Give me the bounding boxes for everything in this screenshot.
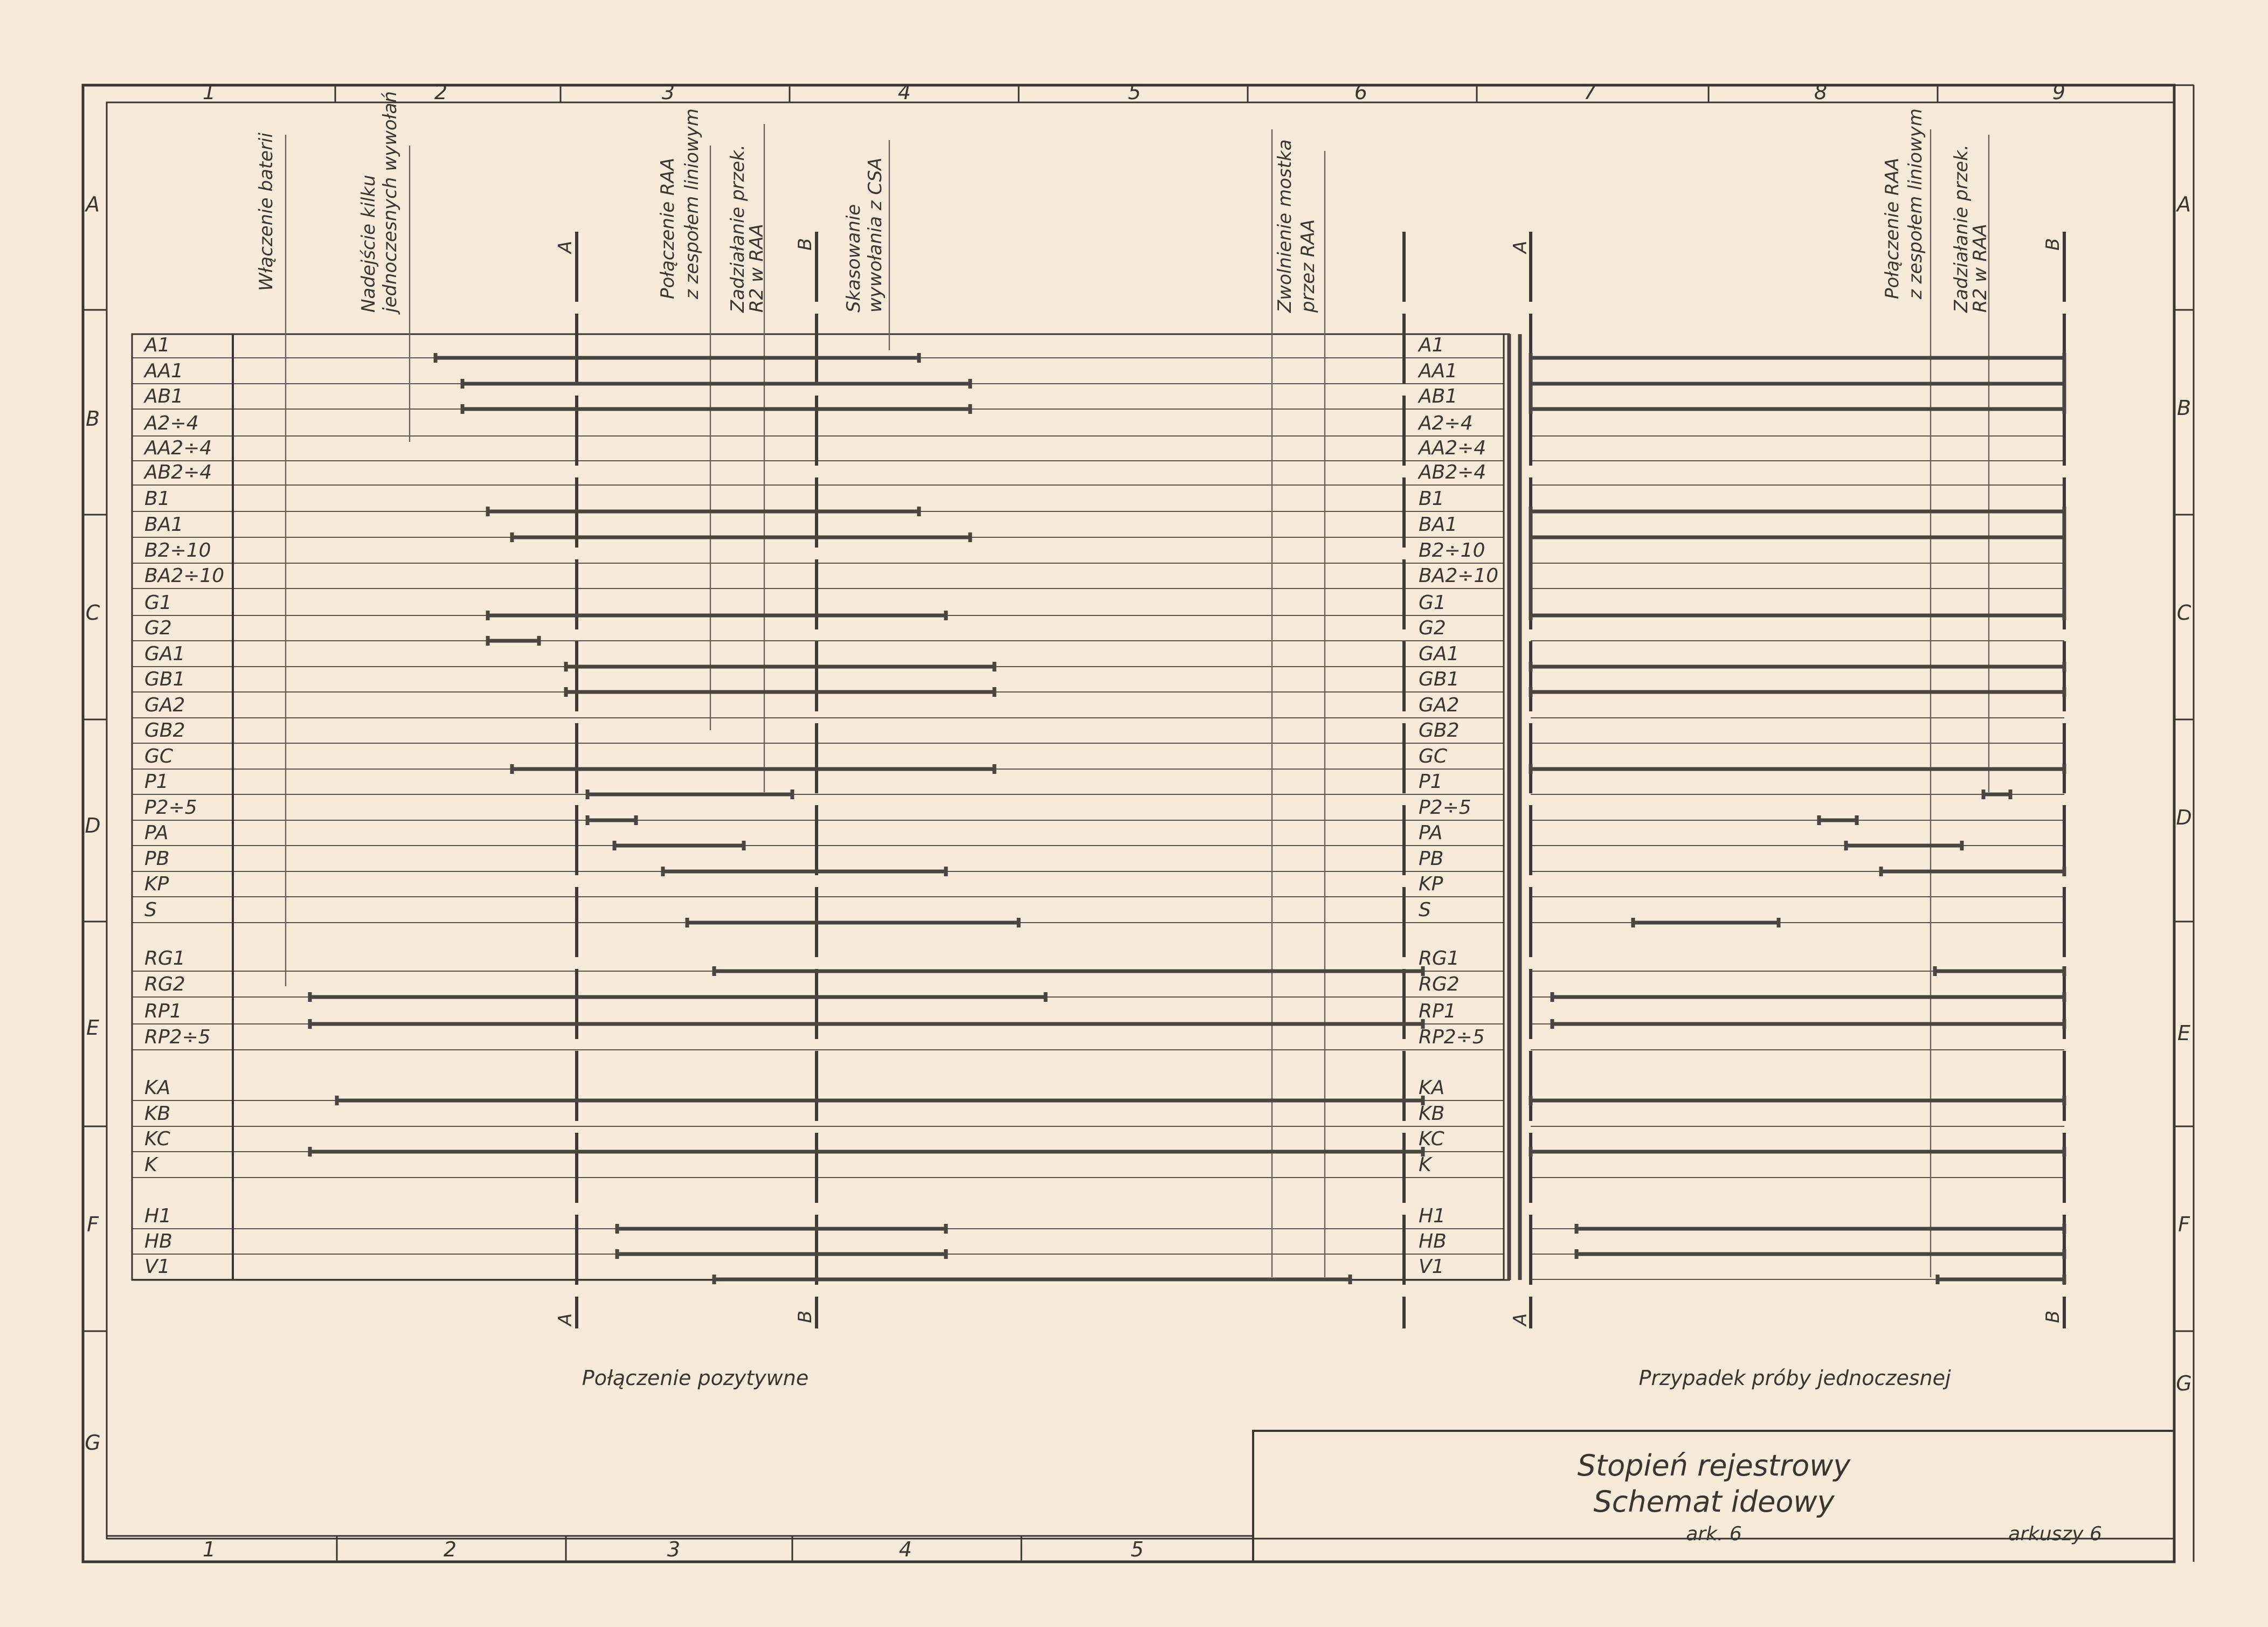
event-raa-connect-2: z zespołem liniowym [681,108,703,299]
signal-label: GB2 [1419,719,1460,742]
bus-a-bottom: A [555,1313,576,1326]
signal-label: RG2 [144,973,185,995]
signal-label: GA1 [1419,643,1460,665]
row-label-right: A [2177,192,2191,216]
col-label-top: 6 [1354,80,1368,104]
bus-a-bottom-right: A [1510,1313,1531,1326]
signal-label: P2÷5 [144,797,197,819]
signal-label: P2÷5 [1419,797,1471,819]
signal-label: B1 [1419,488,1444,510]
bus-b-top: B [794,238,816,251]
col-label-top: 2 [434,80,448,104]
event-several-calls: Nadejście kilku [358,175,379,313]
bus-b-top-right: B [2042,238,2064,251]
col-label-top: 4 [897,80,911,104]
col-label-top: 8 [1814,80,1828,104]
signal-label: AB2÷4 [144,461,212,483]
event-csa-cancel-2: wywołania z CSA [865,157,886,313]
row-label-left: F [87,1213,99,1236]
row-label-left: G [85,1431,101,1455]
signal-label: AA2÷4 [144,437,212,459]
signal-label: GB1 [144,668,185,690]
signal-label: BA1 [144,514,184,536]
signal-label: S [1419,899,1431,921]
signal-label: BA2÷10 [144,565,225,587]
signal-label: B2÷10 [1419,539,1485,562]
signal-label: G1 [144,592,172,614]
event-bridge-release: Zwolnienie mostka [1274,139,1296,313]
row-label-left: C [85,601,100,625]
caption-simultaneous-attempt: Przypadek próby jednoczesnej [1638,1366,1951,1390]
event-r2-trip-right: Zadziałanie przek. [1951,144,1972,313]
signal-label: GB2 [144,719,185,742]
signal-label: RG1 [1419,947,1460,970]
signal-label: RP2÷5 [1419,1026,1485,1048]
right-signal-rules [1531,358,2064,1279]
signal-label: PA [144,822,169,844]
signal-label: RP2÷5 [144,1026,211,1048]
signal-label: AB2÷4 [1419,461,1486,483]
signal-label: P1 [1419,771,1443,793]
left-signal-labels [143,334,224,1278]
signal-label: RG1 [144,947,185,970]
signal-label: A1 [144,334,170,356]
timing-bars [310,353,2064,1284]
signal-label: S [144,899,157,921]
signal-label: AA1 [1419,360,1458,382]
signal-label: AB1 [144,385,184,407]
row-label-left: E [86,1016,100,1040]
row-label-right: E [2177,1021,2191,1045]
signal-label: AB1 [1419,385,1458,407]
row-label-right: C [2176,601,2191,625]
event-raa-connect: Połączenie RAA [657,157,679,299]
bus-b-bottom: B [794,1310,816,1323]
event-lines [286,124,1989,1277]
col-label-bottom: 5 [1130,1538,1144,1561]
row-label-left: D [85,814,101,837]
signal-label: KA [144,1077,171,1099]
event-bridge-release-2: przez RAA [1297,219,1319,313]
col-label-top: 9 [2052,80,2066,104]
row-label-left: A [86,192,100,216]
signal-label: PB [1419,848,1444,870]
signal-label: GC [144,745,174,767]
sheet-number: ark. 6 [1686,1523,1742,1545]
signal-label: RG2 [1419,973,1460,995]
signal-label: KC [1419,1128,1444,1150]
row-label-right: B [2176,396,2191,420]
row-label-right: F [2178,1213,2190,1236]
signal-label: GA2 [1419,694,1460,716]
bus-bars [577,232,2064,1328]
signal-label: G2 [1419,617,1446,639]
col-label-bottom: 1 [202,1538,216,1561]
signal-label: KA [1419,1077,1445,1099]
signal-label: B1 [144,488,170,510]
bus-a-top: A [555,240,576,253]
row-label-right: D [2176,806,2192,829]
event-battery-on: Włączenie baterii [255,133,277,291]
signal-label: G1 [1419,592,1446,614]
col-label-top: 1 [202,80,216,104]
bus-b-bottom-right: B [2042,1310,2064,1323]
signal-label: P1 [144,771,169,793]
signal-label: HB [1419,1230,1447,1252]
signal-label: GA1 [144,643,185,665]
signal-label: H1 [144,1205,171,1227]
signal-label: B2÷10 [144,539,211,562]
row-label-right: G [2176,1372,2192,1395]
signal-label: BA1 [1419,514,1458,536]
signal-label: H1 [1419,1205,1446,1227]
signal-label: HB [144,1230,172,1252]
event-raa-connect-right-2: z zespołem liniowym [1905,108,1926,299]
event-raa-connect-right: Połączenie RAA [1882,157,1903,299]
signal-label: A1 [1419,334,1444,356]
signal-label: A2÷4 [144,412,199,434]
signal-label: G2 [144,617,172,639]
row-label-left: B [85,407,100,431]
signal-label: K [1419,1154,1432,1176]
signal-label: A2÷4 [1419,412,1473,434]
signal-label: K [144,1154,157,1176]
event-r2-trip-right-2: R2 w RAA [1969,224,1991,313]
col-label-bottom: 2 [443,1538,457,1561]
bus-a-top-right: A [1510,240,1531,253]
event-csa-cancel: Skasowanie [843,204,865,313]
signal-label: GC [1419,745,1448,767]
col-label-top: 3 [661,80,675,104]
col-label-bottom: 4 [898,1538,912,1561]
signal-label: BA2÷10 [1419,565,1499,587]
signal-table-box [132,334,1509,1280]
caption-positive-connection: Połączenie pozytywne [582,1366,809,1390]
signal-label: V1 [1419,1256,1444,1278]
col-label-top: 7 [1583,80,1597,104]
event-r2-trip-2: R2 w RAA [746,224,767,313]
signal-label: AA1 [144,360,184,382]
signal-label: PB [144,848,170,870]
event-r2-trip: Zadziałanie przek. [727,144,749,313]
right-signal-labels [1418,334,1498,1278]
signal-label: KP [144,873,169,895]
signal-label: AA2÷4 [1419,437,1486,459]
signal-label: KB [144,1103,171,1125]
drawing-subtitle: Schemat ideowy [1593,1485,1835,1519]
col-label-bottom: 3 [667,1538,681,1561]
signal-label: KC [144,1128,170,1150]
sheets-total: arkuszy 6 [2008,1523,2102,1545]
signal-label: RP1 [144,1000,182,1022]
signal-label: GA2 [144,694,185,716]
col-label-top: 5 [1128,80,1142,104]
drawing-title: Stopień rejestrowy [1577,1449,1851,1483]
signal-label: V1 [144,1256,170,1278]
signal-label: GB1 [1419,668,1460,690]
signal-label: KB [1419,1103,1445,1125]
signal-label: PA [1419,822,1443,844]
signal-label: RP1 [1419,1000,1456,1022]
event-several-calls-2: jednoczesnych wywołań [379,91,401,313]
signal-label: KP [1419,873,1443,895]
